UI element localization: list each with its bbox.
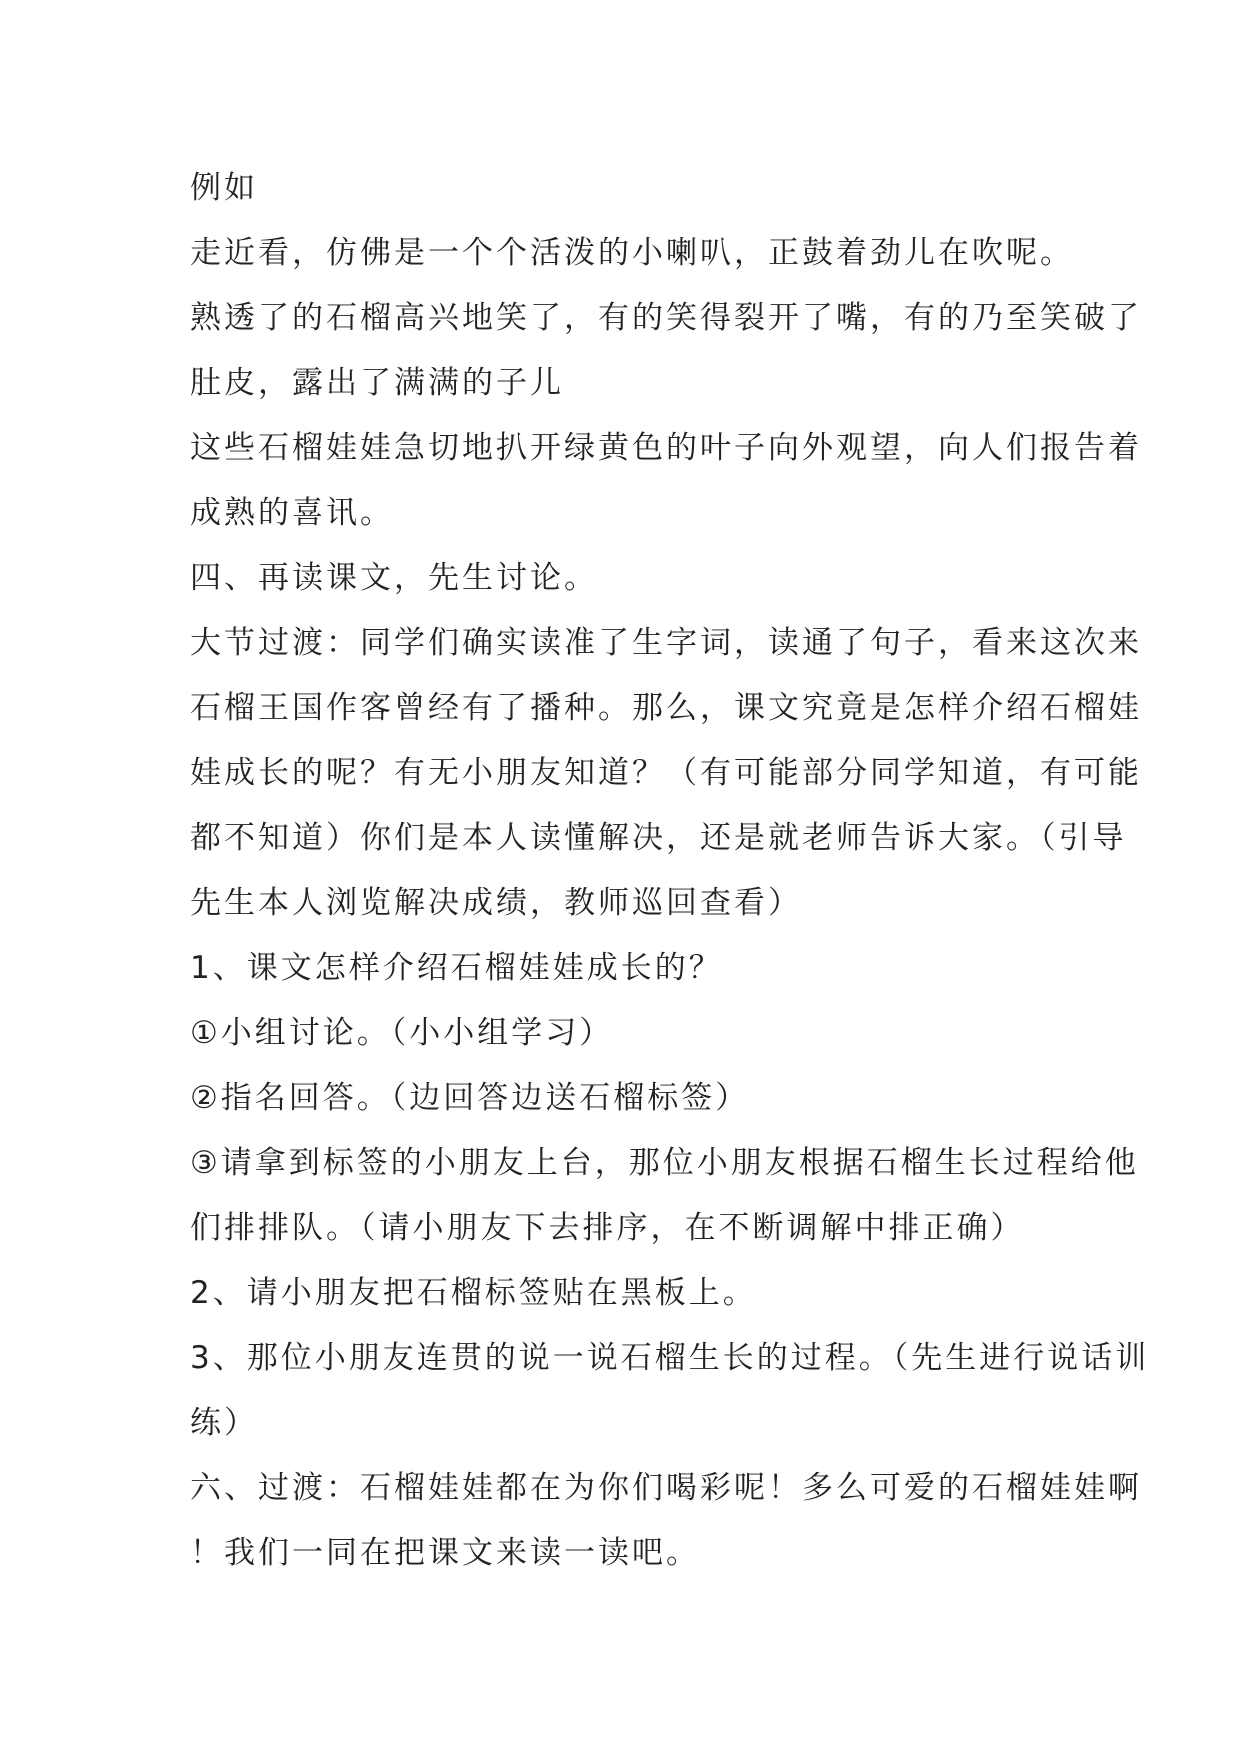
text-line: 肚皮，露出了满满的子儿	[190, 365, 564, 401]
text-line: 练）	[190, 1405, 258, 1441]
list-item: 1、课文怎样介绍石榴娃娃成长的？	[190, 950, 723, 986]
section-heading: 六、过渡：石榴娃娃都在为你们喝彩呢！多么可爱的石榴娃娃啊	[190, 1470, 1142, 1506]
list-item: ①小组讨论。（小小组学习）	[190, 1015, 614, 1051]
document-body	[190, 156, 1150, 1586]
text-line: 这些石榴娃娃急切地扒开绿黄色的叶子向外观望，向人们报告着	[190, 430, 1142, 466]
list-item: 2、请小朋友把石榴标签贴在黑板上。	[190, 1275, 757, 1311]
text-line: ！我们一同在把课文来读一读吧。	[190, 1535, 700, 1571]
list-item: 3、那位小朋友连贯的说一说石榴生长的过程。（先生进行说话训	[190, 1340, 1150, 1376]
text-line: 们排排队。（请小朋友下去排序，在不断调解中排正确）	[190, 1210, 1025, 1246]
text-line: 走近看，仿佛是一个个活泼的小喇叭，正鼓着劲儿在吹呢。	[190, 235, 1074, 271]
text-line: 例如	[190, 170, 258, 206]
text-line: 成熟的喜讯。	[190, 495, 394, 531]
text-line: 大节过渡：同学们确实读准了生字词，读通了句子，看来这次来	[190, 625, 1142, 661]
text-line: 石榴王国作客曾经有了播种。那么，课文究竟是怎样介绍石榴娃	[190, 690, 1142, 726]
text-line: 先生本人浏览解决成绩，教师巡回查看）	[190, 885, 802, 921]
text-line: 都不知道）你们是本人读懂解决，还是就老师告诉大家。（引导	[190, 820, 1127, 856]
list-item: ③请拿到标签的小朋友上台，那位小朋友根据石榴生长过程给他	[190, 1145, 1139, 1181]
text-line: 娃成长的呢？有无小朋友知道？（有可能部分同学知道，有可能	[190, 755, 1142, 791]
section-heading: 四、再读课文，先生讨论。	[190, 560, 598, 596]
text-line: 熟透了的石榴高兴地笑了，有的笑得裂开了嘴，有的乃至笑破了	[190, 300, 1142, 336]
list-item: ②指名回答。（边回答边送石榴标签）	[190, 1080, 750, 1116]
